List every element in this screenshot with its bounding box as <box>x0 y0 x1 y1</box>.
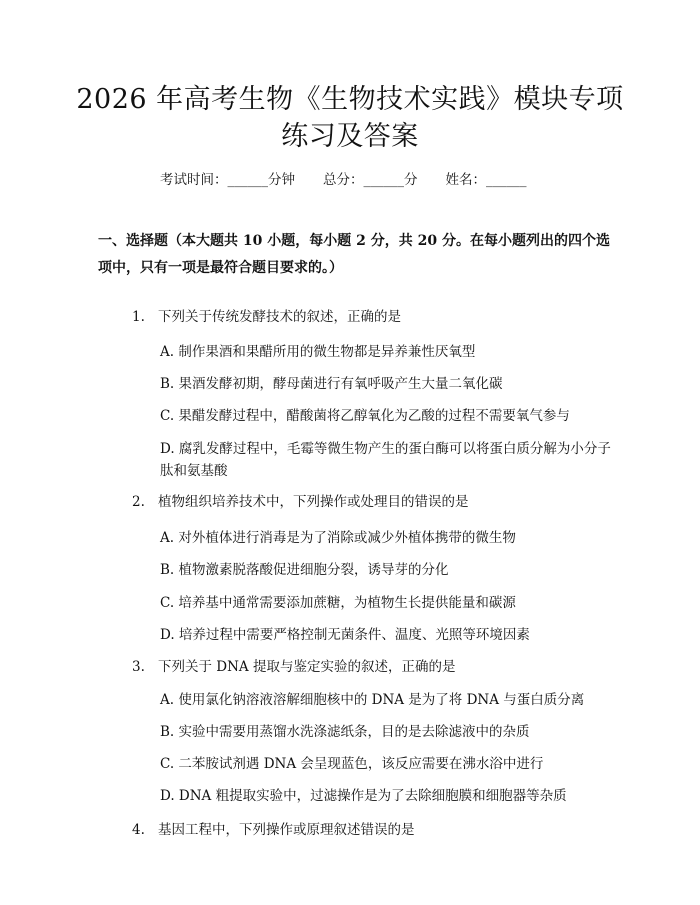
option-d: D. 培养过程中需要严格控制无菌条件、温度、光照等环境因素 <box>160 627 530 643</box>
total-score-field: 总分：______分 <box>323 172 418 188</box>
option-b: B. 实验中需要用蒸馏水洗涤滤纸条，目的是去除滤液中的杂质 <box>160 724 530 740</box>
question-text: 基因工程中，下列操作或原理叙述错误的是 <box>158 822 415 838</box>
question-number: 3. <box>132 659 145 675</box>
option-a: A. 对外植体进行消毒是为了消除或减少外植体携带的微生物 <box>160 530 516 546</box>
section-heading-line-1: 一、选择题（本大题共 10 小题，每小题 2 分，共 20 分。在每小题列出的四个选 <box>98 233 610 249</box>
option-b: B. 果酒发酵初期，酵母菌进行有氧呼吸产生大量二氧化碳 <box>160 376 503 392</box>
option-a: A. 使用氯化钠溶液溶解细胞核中的 DNA 是为了将 DNA 与蛋白质分离 <box>160 692 585 708</box>
question-number: 1. <box>132 309 145 325</box>
question-text: 下列关于 DNA 提取与鉴定实验的叙述，正确的是 <box>158 659 456 675</box>
option-c: C. 二苯胺试剂遇 DNA 会呈现蓝色，该反应需要在沸水浴中进行 <box>160 756 544 772</box>
option-c: C. 果醋发酵过程中，醋酸菌将乙醇氧化为乙酸的过程不需要氧气参与 <box>160 408 570 424</box>
option-d: D. 腐乳发酵过程中，毛霉等微生物产生的蛋白酶可以将蛋白质分解为小分子肽和氨基酸 <box>160 441 611 479</box>
exam-title-line-2: 练习及答案 <box>281 121 419 152</box>
question-number: 2. <box>132 494 145 510</box>
question-stem <box>132 307 401 327</box>
question-number: 4. <box>132 822 145 838</box>
section-heading-line-2: 项中，只有一项是最符合题目要求的。） <box>98 260 343 276</box>
question-stem <box>132 657 455 677</box>
option-d: D. DNA 粗提取实验中，过滤操作是为了去除细胞膜和细胞器等杂质 <box>160 788 567 804</box>
question-stem <box>132 492 469 512</box>
question-stem <box>132 820 415 840</box>
question-text: 下列关于传统发酵技术的叙述，正确的是 <box>158 309 401 325</box>
exam-info-row <box>160 171 560 189</box>
option-b: B. 植物激素脱落酸促进细胞分裂，诱导芽的分化 <box>160 562 449 578</box>
option-a: A. 制作果酒和果醋所用的微生物都是异养兼性厌氧型 <box>160 344 476 360</box>
exam-title-line-1: 2026 年高考生物《生物技术实践》模块专项 <box>76 84 624 115</box>
question-text: 植物组织培养技术中，下列操作或处理目的错误的是 <box>158 494 469 510</box>
option-c: C. 培养基中通常需要添加蔗糖，为植物生长提供能量和碳源 <box>160 595 516 611</box>
student-name-field: 姓名：______ <box>445 172 527 188</box>
exam-time-field: 考试时间：______分钟 <box>160 172 295 188</box>
